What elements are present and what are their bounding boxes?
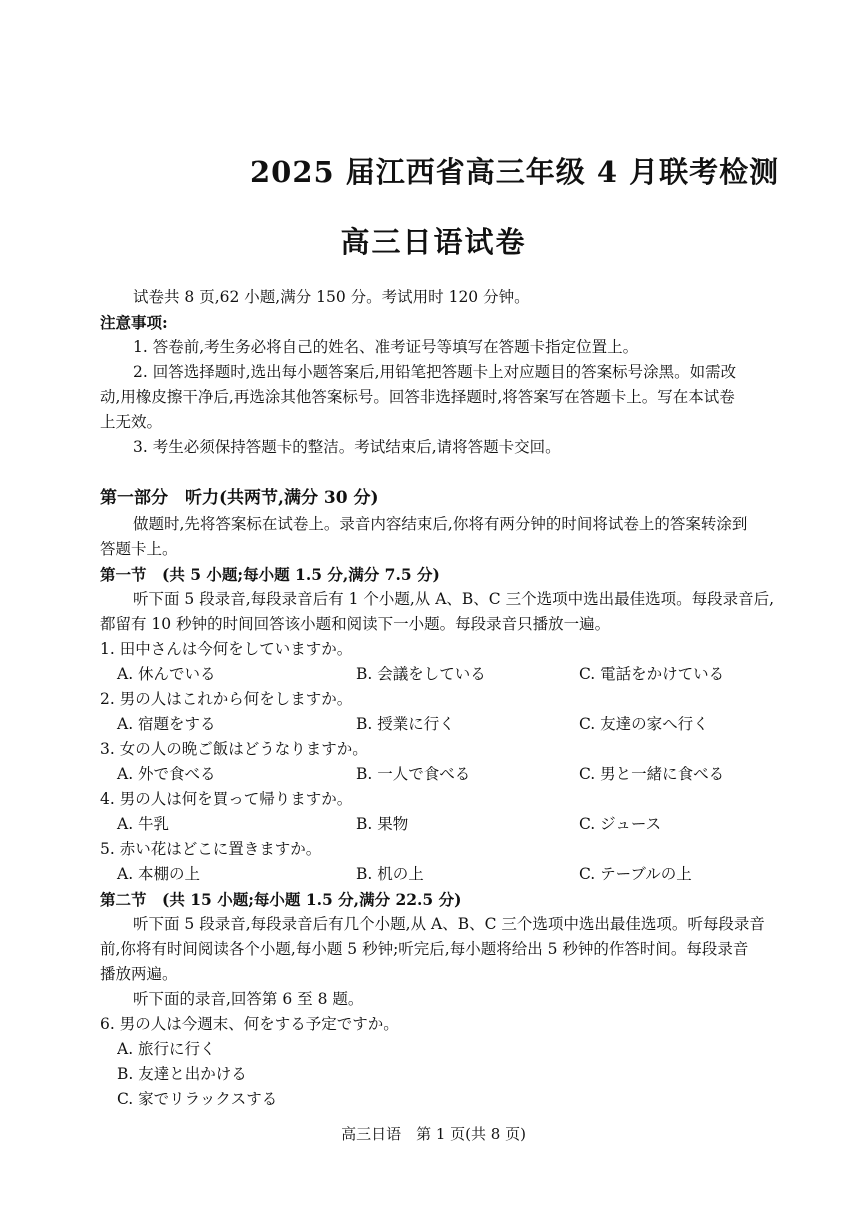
note-2-line-2: 动,用橡皮擦干净后,再选涂其他答案标号。回答非选择题时,将答案写在答题卡上。写在本试卷 [100, 388, 735, 406]
question-6: 6. 男の人は今週末、何をする予定ですか。 [100, 1015, 399, 1033]
question-1: 1. 田中さんは今何をしていますか。 [100, 640, 353, 658]
note-3: 3. 考生必须保持答题卡的整洁。考试结束后,请将答题卡交回。 [133, 438, 561, 456]
question-2: 2. 男の人はこれから何をしますか。 [100, 690, 353, 708]
note-2-line-1: 2. 回答选择题时,选出每小题答案后,用铅笔把答题卡上对应题目的答案标号涂黑。如需改 [133, 363, 737, 381]
question-5: 5. 赤い花はどこに置きますか。 [100, 840, 322, 858]
section1-desc-line-1: 听下面 5 段录音,每段录音后有 1 个小题,从 A、B、C 三个选项中选出最佳选项。每段录音后, [133, 590, 775, 608]
question-4: 4. 男の人は何を買って帰りますか。 [100, 790, 353, 808]
question-5-option-a: A. 本棚の上 [117, 865, 201, 883]
question-3-option-c: C. 男と一緒に食べる [579, 765, 725, 783]
part1-title: 第一部分 听力(共两节,满分 30 分) [100, 488, 379, 508]
question-6-option-a: A. 旅行に行く [117, 1040, 216, 1058]
section2-desc-line-2: 前,你将有时间阅读各个小题,每小题 5 秒钟;听完后,每小题将给出 5 秒钟的作答时间。每段录音 [100, 940, 749, 958]
part1-desc-line-2: 答题卡上。 [100, 540, 178, 558]
question-3-option-a: A. 外で食べる [117, 765, 216, 783]
section1-desc-line-2: 都留有 10 秒钟的时间回答该小题和阅读下一小题。每段录音只播放一遍。 [100, 615, 611, 633]
exam-intro: 试卷共 8 页,62 小题,满分 150 分。考试用时 120 分钟。 [133, 288, 530, 306]
section2-title: 第二节 (共 15 小题;每小题 1.5 分,满分 22.5 分) [100, 890, 462, 909]
section2-desc-line-1: 听下面 5 段录音,每段录音后有几个小题,从 A、B、C 三个选项中选出最佳选项。听每段录音 [133, 915, 765, 933]
question-1-option-b: B. 会議をしている [356, 665, 486, 683]
question-5-options [117, 862, 828, 887]
question-4-option-b: B. 果物 [356, 815, 409, 833]
question-4-option-c: C. ジュース [579, 815, 662, 833]
question-1-option-a: A. 休んでいる [117, 665, 216, 683]
notes-heading: 注意事项: [100, 313, 168, 332]
question-1-options [117, 662, 828, 687]
question-4-options [117, 812, 828, 837]
note-1: 1. 答卷前,考生务必将自己的姓名、准考证号等填写在答题卡指定位置上。 [133, 338, 639, 356]
question-3-option-b: B. 一人で食べる [356, 765, 471, 783]
question-3: 3. 女の人の晩ご飯はどうなりますか。 [100, 740, 368, 758]
question-3-options [117, 762, 828, 787]
question-4-option-a: A. 牛乳 [117, 815, 170, 833]
question-2-option-a: A. 宿題をする [117, 715, 216, 733]
question-6-option-c: C. 家でリラックスする [117, 1090, 278, 1108]
question-2-option-c: C. 友達の家へ行く [579, 715, 709, 733]
section2-instruction: 听下面的录音,回答第 6 至 8 题。 [133, 990, 364, 1008]
exam-subtitle: 高三日语试卷 [340, 225, 527, 259]
page-footer: 高三日语 第 1 页(共 8 页) [341, 1125, 526, 1143]
section2-desc-line-3: 播放两遍。 [100, 965, 178, 983]
question-2-option-b: B. 授業に行く [356, 715, 455, 733]
question-6-option-b: B. 友達と出かける [117, 1065, 247, 1083]
part1-desc-line-1: 做题时,先将答案标在试卷上。录音内容结束后,你将有两分钟的时间将试卷上的答案转涂到 [133, 515, 748, 533]
question-2-options [117, 712, 828, 737]
note-2-line-3: 上无效。 [100, 413, 163, 431]
exam-title: 2025 届江西省高三年级 4 月联考检测 [250, 155, 780, 189]
section1-title: 第一节 (共 5 小题;每小题 1.5 分,满分 7.5 分) [100, 565, 440, 584]
question-5-option-b: B. 机の上 [356, 865, 424, 883]
question-1-option-c: C. 電話をかけている [579, 665, 725, 683]
question-5-option-c: C. テーブルの上 [579, 865, 692, 883]
